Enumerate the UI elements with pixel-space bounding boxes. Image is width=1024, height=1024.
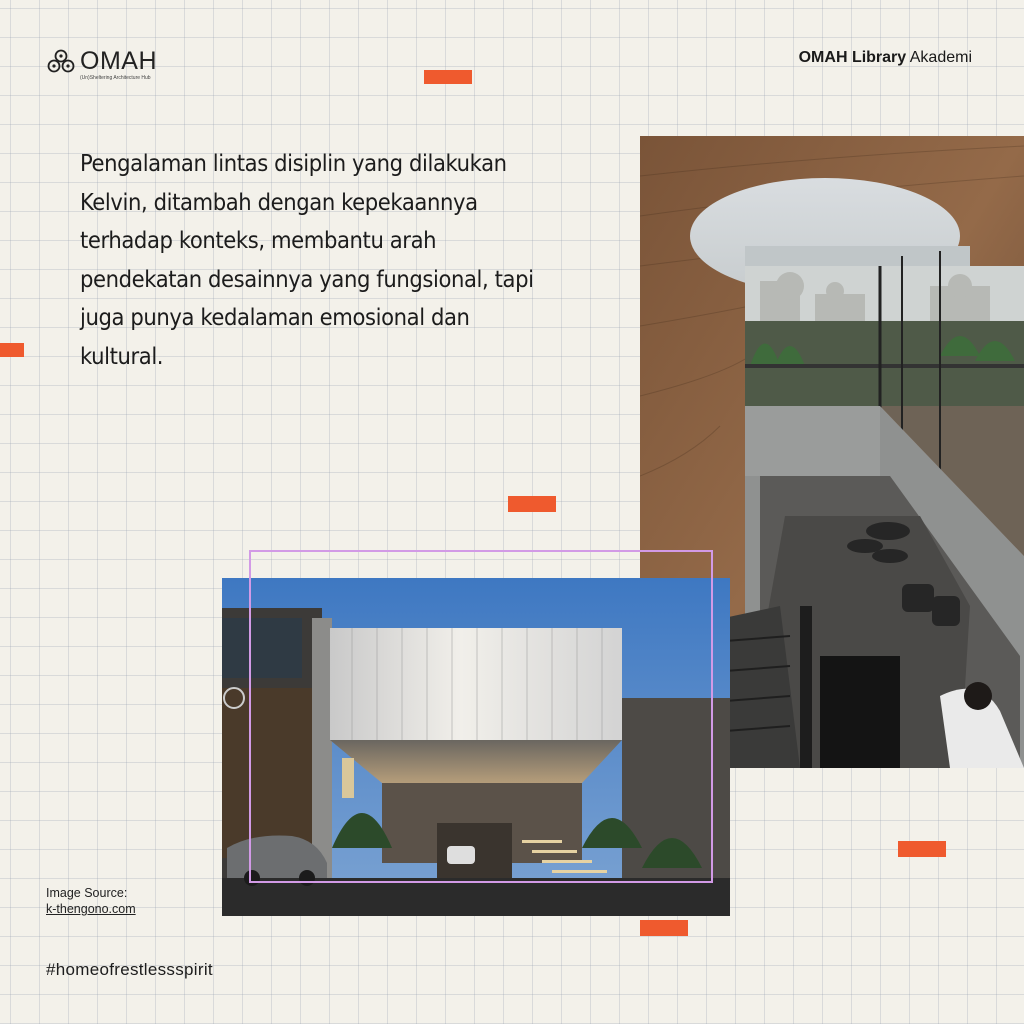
decor-tick — [424, 70, 472, 84]
quote-text: Pengalaman lintas disiplin yang dilakukan Kelvin, ditambah dengan kepekaannya terhadap konteks, membantu arah pendekatan desainnya yang fungsional, tapi juga punya kedalaman emosional dan kultural. — [80, 149, 534, 370]
decor-tick — [898, 841, 946, 857]
omah-logo — [46, 48, 157, 81]
logo-tagline: (Un)Sheltering Architecture Hub — [80, 75, 151, 81]
image-source-link[interactable]: k-thengono.com — [46, 902, 136, 916]
image-source — [46, 885, 136, 917]
hashtag: #homeofrestlessspirit — [46, 960, 213, 979]
image-source-label: Image Source: — [46, 886, 128, 900]
decor-tick — [0, 343, 24, 357]
decor-tick — [508, 496, 556, 512]
brand-regular: Akademi — [909, 49, 972, 66]
triple-circle-logo-icon — [46, 48, 76, 74]
brand-label — [799, 49, 972, 67]
brand-bold: OMAH Library — [798, 49, 907, 66]
highlight-frame — [249, 550, 713, 883]
logo-wordmark: OMAH — [80, 47, 157, 75]
decor-tick — [640, 920, 688, 936]
